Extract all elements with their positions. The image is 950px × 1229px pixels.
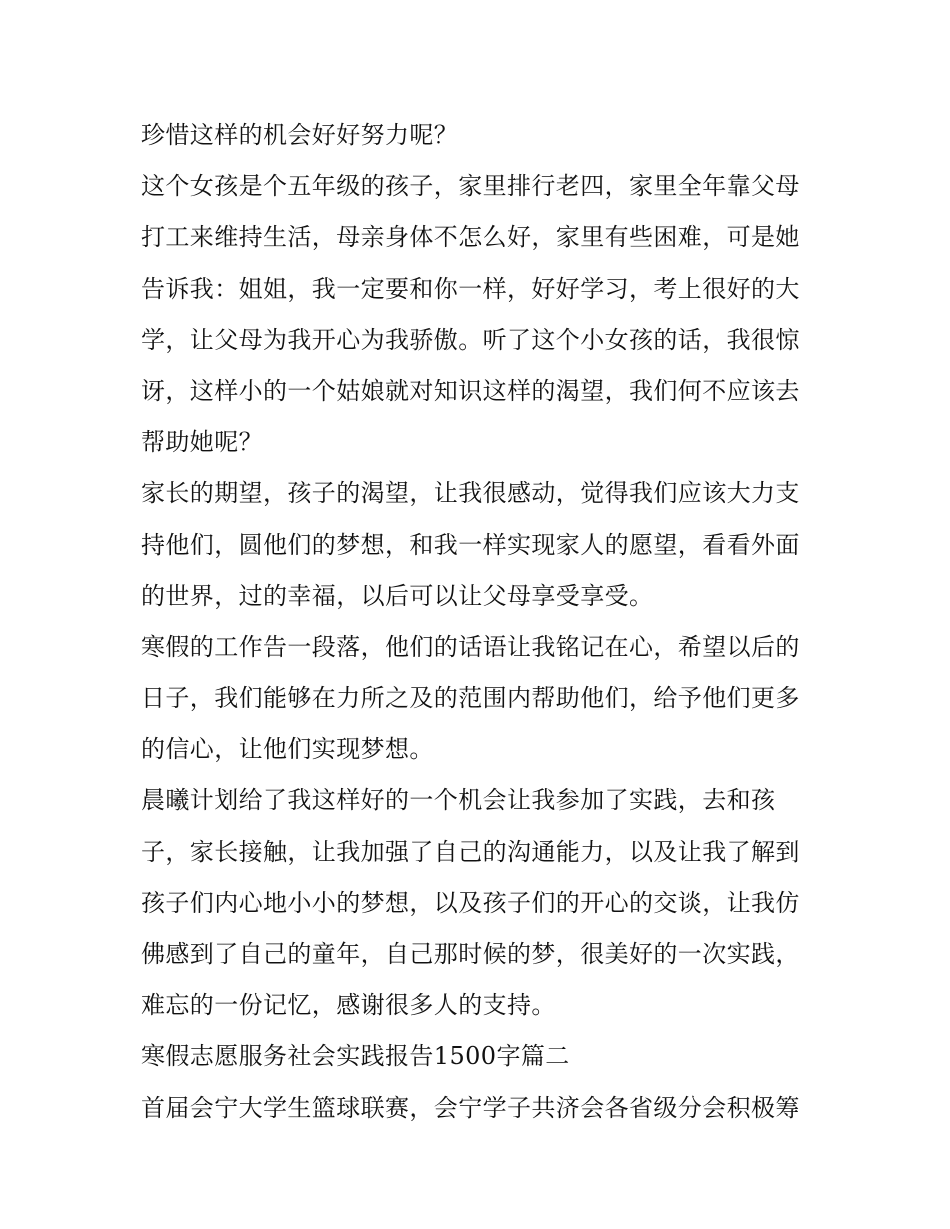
text-line: 珍惜这样的机会好好努力呢？ — [141, 121, 459, 149]
text-line: 帮助她呢？ — [141, 428, 263, 457]
document-body — [141, 110, 813, 1134]
text-line: 打工来维持生活，母亲身体不怎么好，家里有些困难，可是她 — [141, 223, 800, 252]
text-line: 学，让父母为我开心为我骄傲。听了这个小女孩的话，我很惊 — [141, 325, 800, 354]
text-line: 的信心，让他们实现梦想。 — [141, 735, 434, 764]
text-line: 难忘的一份记忆，感谢很多人的支持。 — [141, 991, 556, 1020]
section-heading: 寒假志愿服务社会实践报告1500字篇二 — [141, 1042, 570, 1071]
text-line: 持他们，圆他们的梦想，和我一样实现家人的愿望，看看外面 — [141, 530, 800, 559]
text-line: 寒假的工作告一段落，他们的话语让我铭记在心，希望以后的 — [141, 632, 800, 661]
text-line: 首届会宁大学生篮球联赛，会宁学子共济会各省级分会积极筹 — [141, 1093, 800, 1122]
text-line: 这个女孩是个五年级的孩子，家里排行老四，家里全年靠父母 — [141, 172, 800, 201]
text-line: 晨曦计划给了我这样好的一个机会让我参加了实践，去和孩 — [141, 786, 776, 815]
text-line: 孩子们内心地小小的梦想，以及孩子们的开心的交谈，让我仿 — [141, 888, 800, 917]
text-line: 子，家长接触，让我加强了自己的沟通能力，以及让我了解到 — [141, 837, 800, 866]
text-line: 告诉我：姐姐，我一定要和你一样，好好学习，考上很好的大 — [141, 274, 800, 303]
text-line: 日子，我们能够在力所之及的范围内帮助他们，给予他们更多 — [141, 684, 800, 713]
text-line: 家长的期望，孩子的渴望，让我很感动，觉得我们应该大力支 — [141, 479, 800, 508]
text-line: 佛感到了自己的童年，自己那时候的梦，很美好的一次实践， — [141, 940, 800, 968]
text-line: 讶，这样小的一个姑娘就对知识这样的渴望，我们何不应该去 — [141, 376, 800, 405]
text-line: 的世界，过的幸福，以后可以让父母享受享受。 — [141, 581, 654, 610]
